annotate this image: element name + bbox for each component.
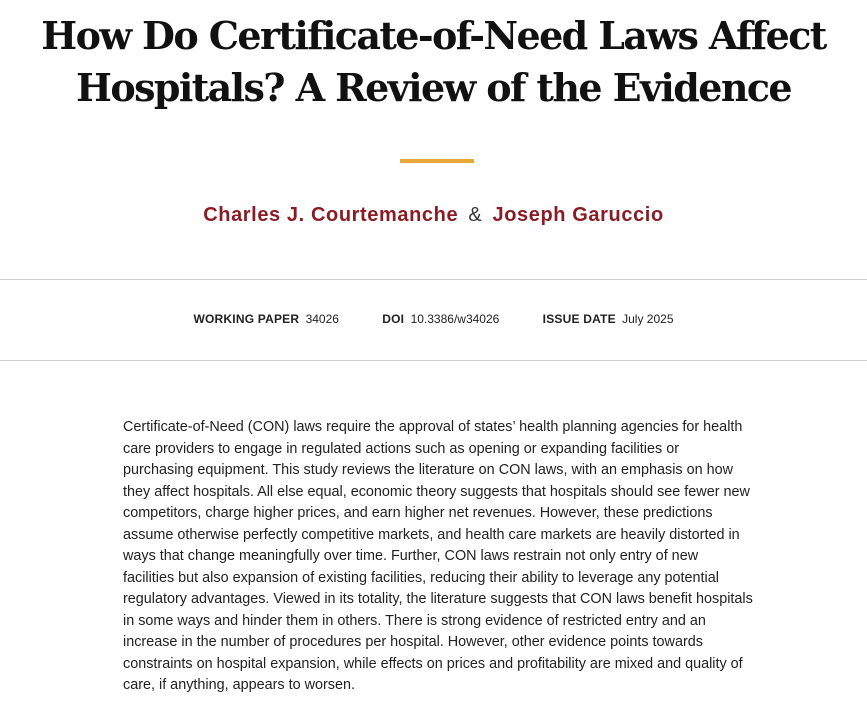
paper-metadata — [0, 309, 867, 329]
author-list — [0, 200, 867, 230]
author-link-garuccio[interactable]: Joseph Garuccio — [492, 204, 664, 226]
working-paper-number — [194, 309, 339, 329]
issue-date-value: July 2025 — [622, 312, 674, 326]
author-separator: & — [468, 204, 483, 226]
working-paper-value: 34026 — [305, 312, 339, 326]
title-divider — [400, 159, 474, 163]
doi — [382, 309, 499, 329]
meta-top-divider — [0, 279, 867, 280]
issue-date-label: ISSUE DATE — [542, 312, 616, 326]
meta-bottom-divider — [0, 360, 867, 361]
issue-date — [543, 309, 674, 329]
abstract-text: Certificate-of-Need (CON) laws require the approval of states’ health planning agencies for health care providers to engage in regulated actions such as opening or expanding facilities or purchasing equipment. This study reviews the literature on CON laws, with an emphasis on how they affect hospitals. All else equal, economic theory suggests that hospitals should see fewer new competitors, charge higher prices, and earn higher net revenues. However, these predictions assume otherwise perfectly competitive markets, and health care markets are heavily distorted in ways that change meaningfully over time. Further, CON laws restrain not only entry of new facilities but also expansion of existing facilities, reducing their ability to leverage any potential regulatory advantages. Viewed in its totality, the literature suggests that CON laws benefit hospitals in some ways and hinder them in others. There is strong evidence of restricted entry and an increase in the number of procedures per hospital. However, other evidence points towards constraints on hospital expansion, while effects on prices and profitability are mixed and quality of care, if anything, appears to worsen. — [123, 419, 753, 693]
author-link-courtemanche[interactable]: Charles J. Courtemanche — [203, 204, 459, 226]
page-title: How Do Certificate-of-Need Laws Affect Hospitals? A Review of the Evidence — [41, 13, 826, 110]
doi-label: DOI — [382, 312, 405, 326]
working-paper-label: WORKING PAPER — [193, 312, 300, 326]
doi-value: 10.3386/w34026 — [410, 312, 500, 326]
